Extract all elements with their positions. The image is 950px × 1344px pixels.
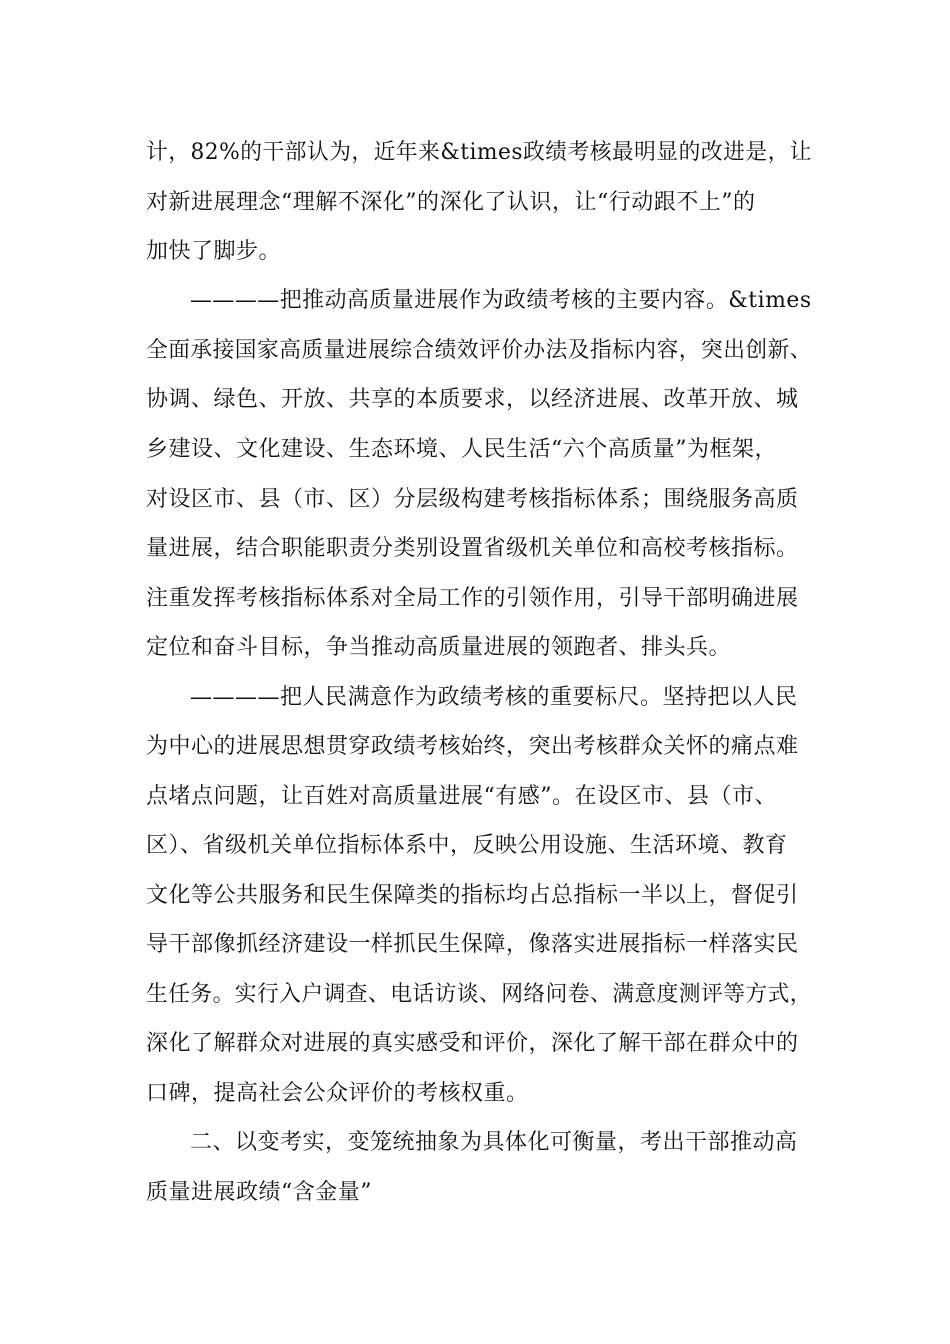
text-line: 定位和奋斗目标，争当推动高质量进展的领跑者、排头兵。 bbox=[146, 635, 732, 660]
text-line: 对新进展理念“理解不深化”的深化了认识，让“行动跟不上”的 bbox=[146, 190, 756, 215]
text-line: 注重发挥考核指标体系对全局工作的引领作用，引导干部明确进展 bbox=[146, 586, 799, 611]
text-line: 区）、省级机关单位指标体系中，反映公用设施、生活环境、教育 bbox=[146, 833, 788, 858]
text-line: 协调、绿色、开放、共享的本质要求，以经济进展、改革开放、城 bbox=[146, 387, 799, 412]
text-line: ————把人民满意作为政绩考核的重要标尺。坚持把以人民 bbox=[190, 685, 798, 710]
text-line: 生任务。实行入户调查、电话访谈、网络问卷、满意度测评等方式， bbox=[146, 982, 813, 1007]
text-line: 全面承接国家高质量进展综合绩效评价办法及指标内容，突出创新、 bbox=[146, 338, 813, 363]
text-line: ————把推动高质量进展作为政绩考核的主要内容。&times bbox=[190, 288, 812, 313]
text-line: 为中心的进展思想贯穿政绩考核始终，突出考核群众关怀的痛点难 bbox=[146, 734, 799, 759]
text-line: 计，82%的干部认为，近年来&times政绩考核最明显的改进是，让 bbox=[146, 140, 813, 165]
text-line: 质量进展政绩“含金量” bbox=[146, 1180, 372, 1205]
text-line: 导干部像抓经济建设一样抓民生保障，像落实进展指标一样落实民 bbox=[146, 932, 799, 957]
text-line: 深化了解群众对进展的真实感受和评价，深化了解干部在群众中的 bbox=[146, 1031, 799, 1056]
text-line: 文化等公共服务和民生保障类的指标均占总指标一半以上，督促引 bbox=[146, 883, 799, 908]
text-line: 加快了脚步。 bbox=[146, 239, 282, 264]
text-line: 点堵点问题，让百姓对高质量进展“有感”。在设区市、县（市、 bbox=[146, 784, 777, 809]
text-line: 对设区市、县（市、区）分层级构建考核指标体系；围绕服务高质 bbox=[146, 487, 799, 512]
text-line: 口碑，提高社会公众评价的考核权重。 bbox=[146, 1081, 529, 1106]
text-line: 量进展，结合职能职责分类别设置省级机关单位和高校考核指标。 bbox=[146, 536, 799, 561]
text-line: 二、以变考实，变笼统抽象为具体化可衡量，考出干部推动高 bbox=[190, 1130, 798, 1155]
text-line: 乡建设、文化建设、生态环境、人民生活“六个高质量”为框架， bbox=[146, 437, 777, 462]
